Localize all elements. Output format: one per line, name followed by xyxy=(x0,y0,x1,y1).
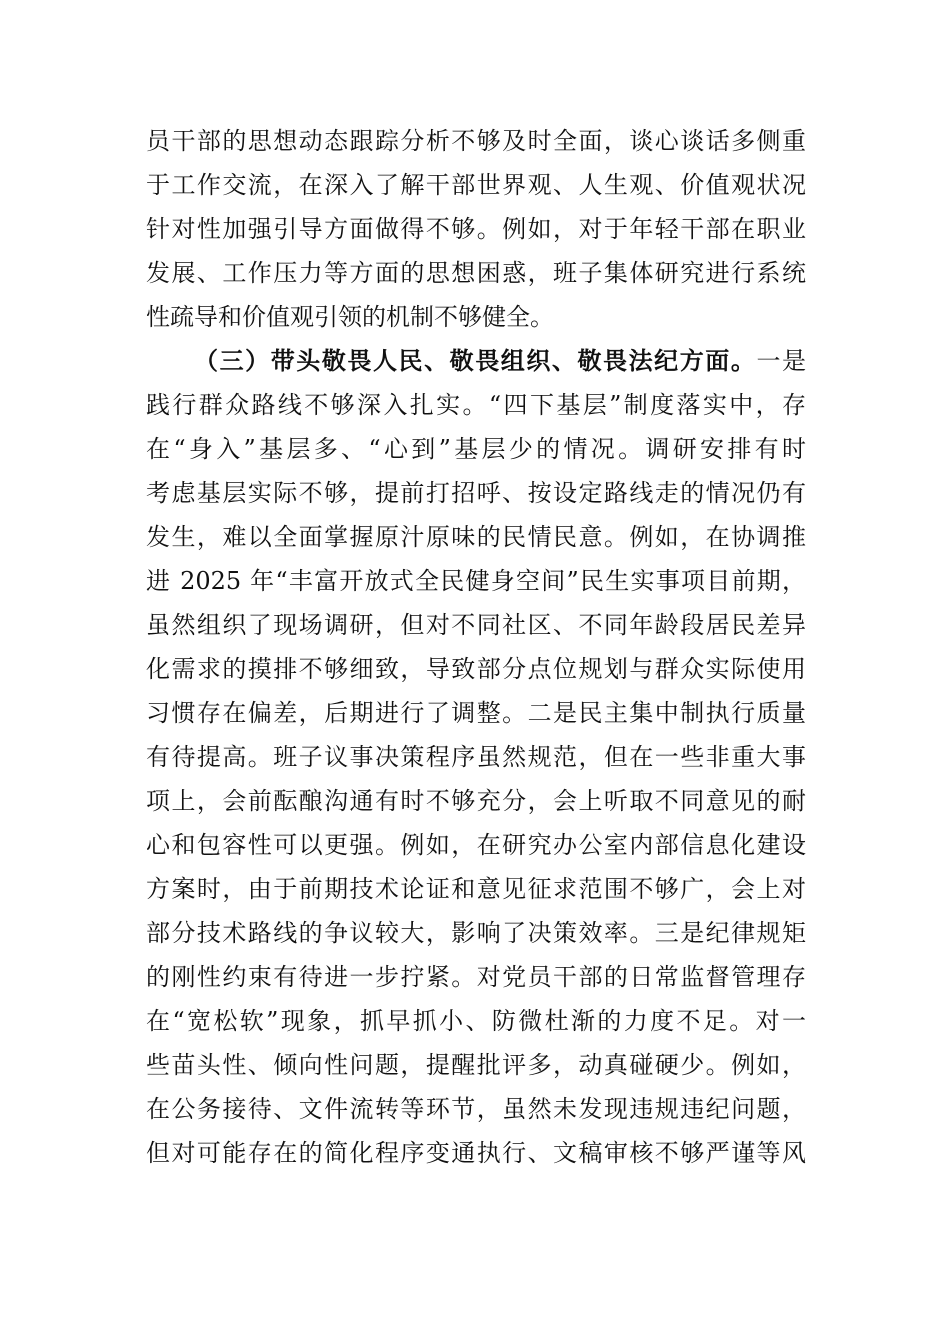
text-line: 发生，难以全面掌握原汁原味的民情民意。例如，在协调推 xyxy=(146,523,806,551)
document-body xyxy=(146,119,806,1175)
text-line: 考虑基层实际不够，提前打招呼、按设定路线走的情况仍有 xyxy=(146,479,806,507)
text-line: 针对性加强引导方面做得不够。例如，对于年轻干部在职业 xyxy=(146,215,806,243)
text-line: 些苗头性、倾向性问题，提醒批评多，动真碰硬少。例如， xyxy=(146,1051,806,1079)
text-line: 有待提高。班子议事决策程序虽然规范，但在一些非重大事 xyxy=(146,743,806,771)
paragraph-1 xyxy=(146,119,806,339)
text-line: 心和包容性可以更强。例如，在研究办公室内部信息化建设 xyxy=(146,831,806,859)
text-line: 性疏导和价值观引领的机制不够健全。 xyxy=(146,303,554,331)
text-line: 但对可能存在的简化程序变通执行、文稿审核不够严谨等风 xyxy=(146,1139,806,1167)
text-line: 践行群众路线不够深入扎实。“四下基层”制度落实中，存 xyxy=(146,391,806,419)
paragraph-2 xyxy=(146,339,806,1175)
text-line: 发展、工作压力等方面的思想困惑，班子集体研究进行系统 xyxy=(146,259,806,287)
text-line: 进 2025 年“丰富开放式全民健身空间”民生实事项目前期， xyxy=(146,567,806,595)
text-line: 部分技术路线的争议较大，影响了决策效率。三是纪律规矩 xyxy=(146,919,806,947)
text-line: 在“身入”基层多、“心到”基层少的情况。调研安排有时 xyxy=(146,435,806,463)
heading-continuation: 一是 xyxy=(756,347,807,375)
text-line: 化需求的摸排不够细致，导致部分点位规划与群众实际使用 xyxy=(146,655,806,683)
text-line: 在公务接待、文件流转等环节，虽然未发现违规违纪问题， xyxy=(146,1095,806,1123)
section-heading: （三）带头敬畏人民、敬畏组织、敬畏法纪方面。 xyxy=(194,346,757,375)
text-line: 方案时，由于前期技术论证和意见征求范围不够广，会上对 xyxy=(146,875,806,903)
text-line: 员干部的思想动态跟踪分析不够及时全面，谈心谈话多侧重 xyxy=(146,127,806,155)
text-line: 项上，会前酝酿沟通有时不够充分，会上听取不同意见的耐 xyxy=(146,787,806,815)
text-line: 于工作交流，在深入了解干部世界观、人生观、价值观状况 xyxy=(146,171,806,199)
text-line: 的刚性约束有待进一步拧紧。对党员干部的日常监督管理存 xyxy=(146,963,806,991)
text-line: 虽然组织了现场调研，但对不同社区、不同年龄段居民差异 xyxy=(146,611,806,639)
text-line: 在“宽松软”现象，抓早抓小、防微杜渐的力度不足。对一 xyxy=(146,1007,806,1035)
section-heading-line xyxy=(146,339,806,383)
text-line: 习惯存在偏差，后期进行了调整。二是民主集中制执行质量 xyxy=(146,699,806,727)
